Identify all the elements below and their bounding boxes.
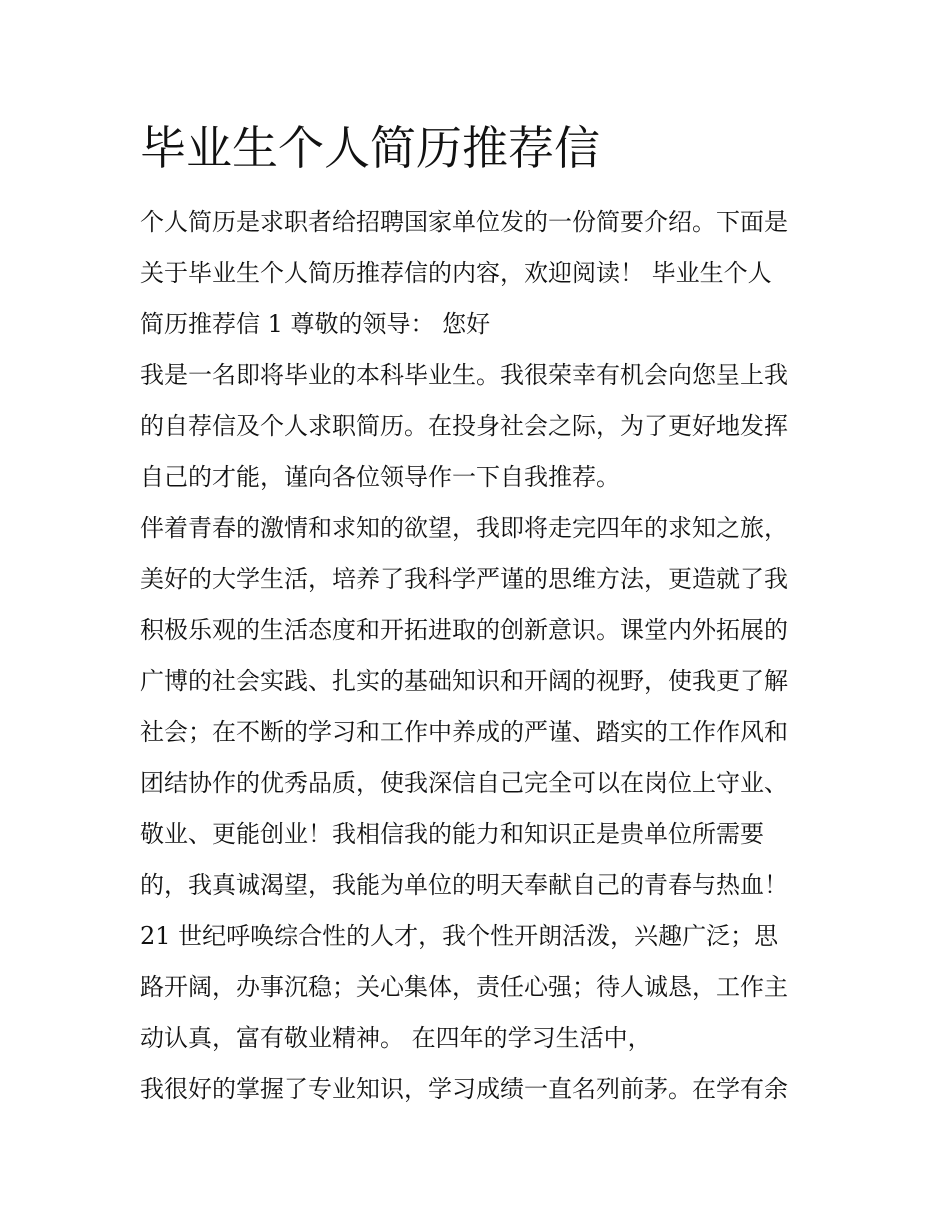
text-line: 我很好的掌握了专业知识，学习成绩一直名列前茅。在学有余	[140, 1075, 788, 1103]
text-line: 广博的社会实践、扎实的基础知识和开阔的视野，使我更了解	[140, 667, 788, 695]
text-line: 积极乐观的生活态度和开拓进取的创新意识。课堂内外拓展的	[140, 616, 788, 644]
text-line: 美好的大学生活，培养了我科学严谨的思维方法，更造就了我	[140, 565, 788, 593]
text-line: 团结协作的优秀品质，使我深信自己完全可以在岗位上守业、	[140, 769, 788, 797]
text-line: 个人简历是求职者给招聘国家单位发的一份简要介绍。下面是	[140, 208, 788, 236]
text-line: 关于毕业生个人简历推荐信的内容，欢迎阅读！ 毕业生个人	[140, 259, 772, 287]
text-line: 社会；在不断的学习和工作中养成的严谨、踏实的工作作风和	[140, 718, 788, 746]
document-title: 毕业生个人简历推荐信	[140, 121, 600, 175]
text-line: 敬业、更能创业！我相信我的能力和知识正是贵单位所需要	[140, 820, 764, 848]
text-line: 简历推荐信 1 尊敬的领导： 您好	[140, 310, 491, 338]
text-line: 我是一名即将毕业的本科毕业生。我很荣幸有机会向您呈上我	[140, 361, 788, 389]
text-line: 自己的才能，谨向各位领导作一下自我推荐。	[140, 463, 620, 491]
text-line: 伴着青春的激情和求知的欲望，我即将走完四年的求知之旅，	[140, 514, 788, 542]
text-line: 的自荐信及个人求职简历。在投身社会之际，为了更好地发挥	[140, 412, 788, 440]
text-line: 21 世纪呼唤综合性的人才，我个性开朗活泼，兴趣广泛；思	[140, 922, 779, 950]
text-line: 路开阔，办事沉稳；关心集体，责任心强；待人诚恳，工作主	[140, 973, 788, 1001]
text-line: 的，我真诚渴望，我能为单位的明天奉献自己的青春与热血！	[140, 871, 788, 899]
text-line: 动认真，富有敬业精神。 在四年的学习生活中，	[140, 1024, 652, 1052]
